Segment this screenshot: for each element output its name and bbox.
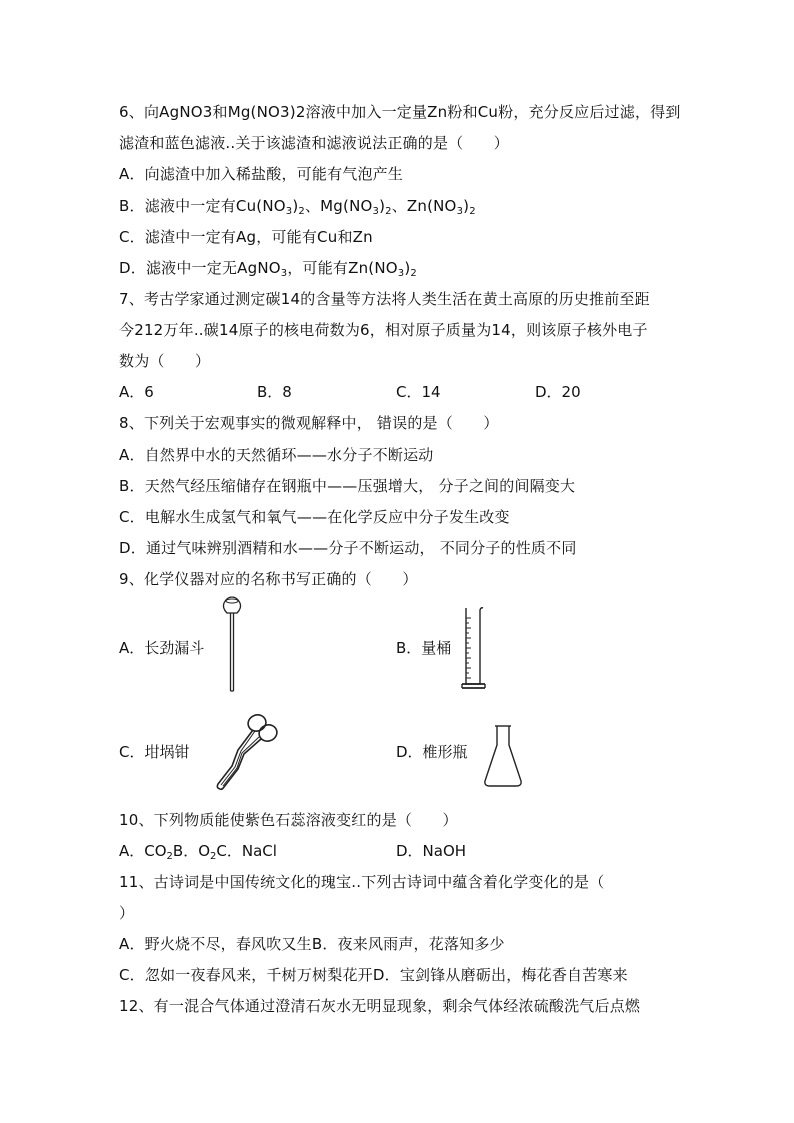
q11-stem-line1: 11、古诗词是中国传统文化的瑰宝..下列古诗词中蕴含着化学变化的是（ <box>119 873 605 891</box>
q11-options-cd: C．忽如一夜春风来，千树万树梨花开D．宝剑锋从磨砺出，梅花香自苦寒来 <box>119 966 628 984</box>
long-stem-funnel-icon <box>218 596 248 694</box>
q9-option-b: B．量桶 <box>396 639 452 657</box>
q10-option-d: D．NaOH <box>396 842 467 860</box>
q10-options-abc: A．$CO_2B$．$O_2C$．NaCl <box>119 842 277 862</box>
q7-option-d: D．20 <box>535 383 581 401</box>
q10-stem: 10、下列物质能使紫色石蕊溶液变红的是（ ） <box>119 811 458 829</box>
q7-option-b: B．8 <box>257 383 292 401</box>
graduated-cylinder-icon <box>459 606 487 692</box>
q6-stem-line1: 6、向AgNO3和Mg(NO3)2溶液中加入一定量Zn粉和Cu粉，充分反应后过滤，得到 <box>119 103 681 121</box>
q8-option-a: A．自然界中水的天然循环——水分子不断运动 <box>119 446 434 464</box>
crucible-tongs-icon <box>208 710 280 792</box>
q8-option-c: C．电解水生成氢气和氧气——在化学反应中分子发生改变 <box>119 508 510 526</box>
q8-stem: 8、下列关于宏观事实的微观解释中， 错误的是（ ） <box>119 414 499 432</box>
q6-option-d: D．滤液中一定无AgNO$_3$，可能有$Zn(NO_3)_2$ <box>119 259 417 279</box>
q7-option-a: A．6 <box>119 383 154 401</box>
q6-stem-line2: 滤渣和蓝色滤液..关于该滤渣和滤液说法正确的是（ ） <box>119 134 509 152</box>
q7-stem-line1: 7、考古学家通过测定碳14的含量等方法将人类生活在黄土高原的历史推前至距 <box>119 290 650 308</box>
q11-options-ab: A．野火烧不尽，春风吹又生B．夜来风雨声，花落知多少 <box>119 935 505 953</box>
q7-stem-line3: 数为（ ） <box>119 352 211 370</box>
erlenmeyer-flask-icon <box>482 723 524 789</box>
q6-option-c: C．滤渣中一定有Ag，可能有Cu和Zn <box>119 228 373 246</box>
q9-stem: 9、化学仪器对应的名称书写正确的（ ） <box>119 570 418 588</box>
q8-option-d: D．通过气味辨别酒精和水——分子不断运动， 不同分子的性质不同 <box>119 539 577 557</box>
q8-option-b: B．天然气经压缩储存在钢瓶中——压强增大， 分子之间的间隔变大 <box>119 477 576 495</box>
q7-stem-line2: 今212万年..碳14原子的核电荷数为6，相对原子质量为14，则该原子核外电子 <box>119 321 648 339</box>
q6-option-a: A．向滤渣中加入稀盐酸，可能有气泡产生 <box>119 165 404 183</box>
q7-option-c: C．14 <box>396 383 441 401</box>
q12-stem-line1: 12、有一混合气体通过澄清石灰水无明显现象，剩余气体经浓硫酸洗气后点燃 <box>119 997 641 1015</box>
q9-option-d: D．椎形瓶 <box>396 743 468 761</box>
q9-option-a: A．长劲漏斗 <box>119 639 205 657</box>
q6-option-b: B．滤液中一定有$Cu(NO_3)_2$、$Mg(NO_3)_2$、$Zn(NO_3)_2$ <box>119 197 476 217</box>
q11-stem-line2: ） <box>119 904 135 922</box>
q9-option-c: C．坩埚钳 <box>119 743 190 761</box>
